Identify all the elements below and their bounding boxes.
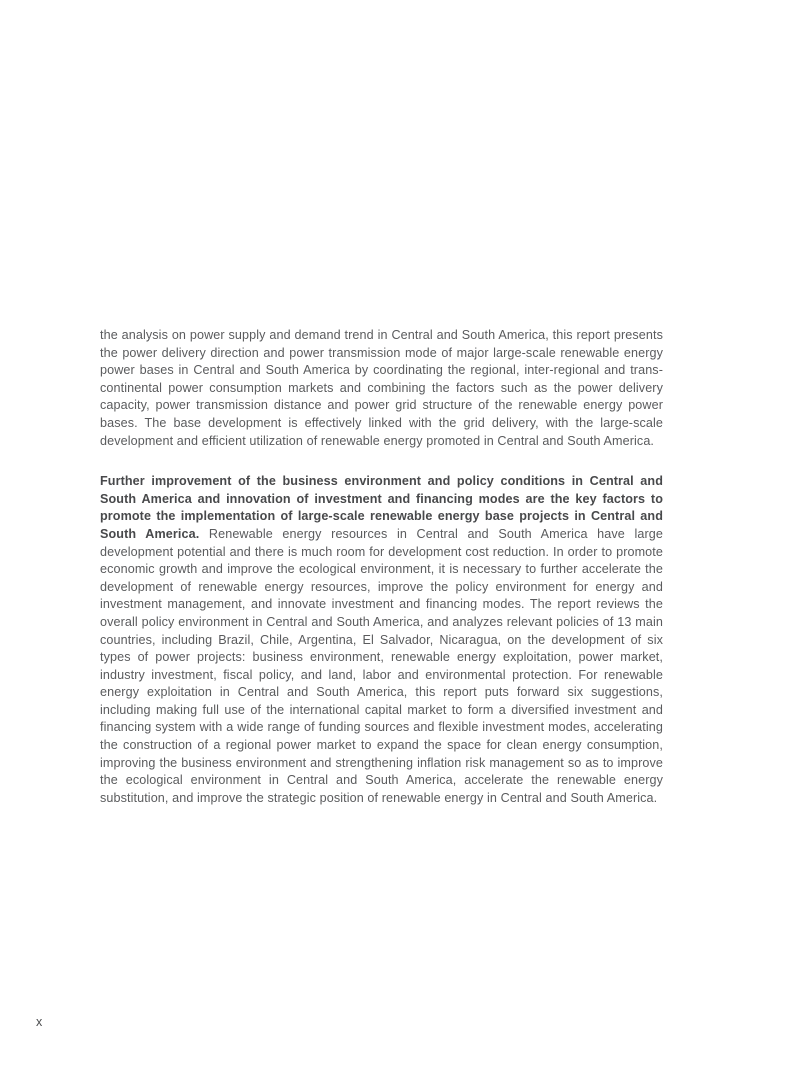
paragraph-text: Renewable energy resources in Central and South America have large development potential and there is much room for development cost reduction. In order to promote economic growth and improve the ecological environment, it is necessary to further accelerate the development of renewable energy resources, improve the policy environment for energy and investment management, and innovate investment and financing modes. The report reviews the overall policy environment in Central and South America, and analyzes relevant policies of 13 main countries, including Brazil, Chile, Argentina, El Salvador, Nicaragua, on the development of six types of power projects: business environment, renewable energy exploitation, power market, industry investment, fiscal policy, and land, labor and environmental protection. For renewable energy exploitation in Central and South America, this report puts forward six suggestions, including making full use of the international capital market to form a diversified investment and financing system with a wide range of funding sources and flexible investment modes, accelerating the construction of a regional power market to expand the space for clean energy consumption, improving the business environment and strengthening inflation risk management so as to improve the ecological environment in Central and South America, accelerate the renewable energy substitution, and improve the strategic position of renewable energy in Central and South America. — [100, 526, 663, 805]
paragraph-key-factors — [100, 473, 663, 807]
paragraph-lead-sentence: Further improvement of the business environment and policy conditions in Central and South America and innovation of investment and financing modes are the key factors to promote the implementation of large-scale renewable energy base projects in Central and South America. — [100, 474, 663, 541]
paragraph-continuation — [100, 327, 663, 450]
paragraph-text: the analysis on power supply and demand trend in Central and South America, this report presents the power delivery direction and power transmission mode of major large-scale renewable energy power bases in Central and South America by coordinating the regional, inter-regional and trans-continental power consumption markets and combining the factors such as the power delivery capacity, power transmission distance and power grid structure of the renewable energy power bases. The base development is effectively linked with the grid delivery, with the large-scale development and efficient utilization of renewable energy promoted in Central and South America. — [100, 328, 663, 448]
page-number: x — [36, 1015, 43, 1029]
text-block — [100, 327, 663, 807]
